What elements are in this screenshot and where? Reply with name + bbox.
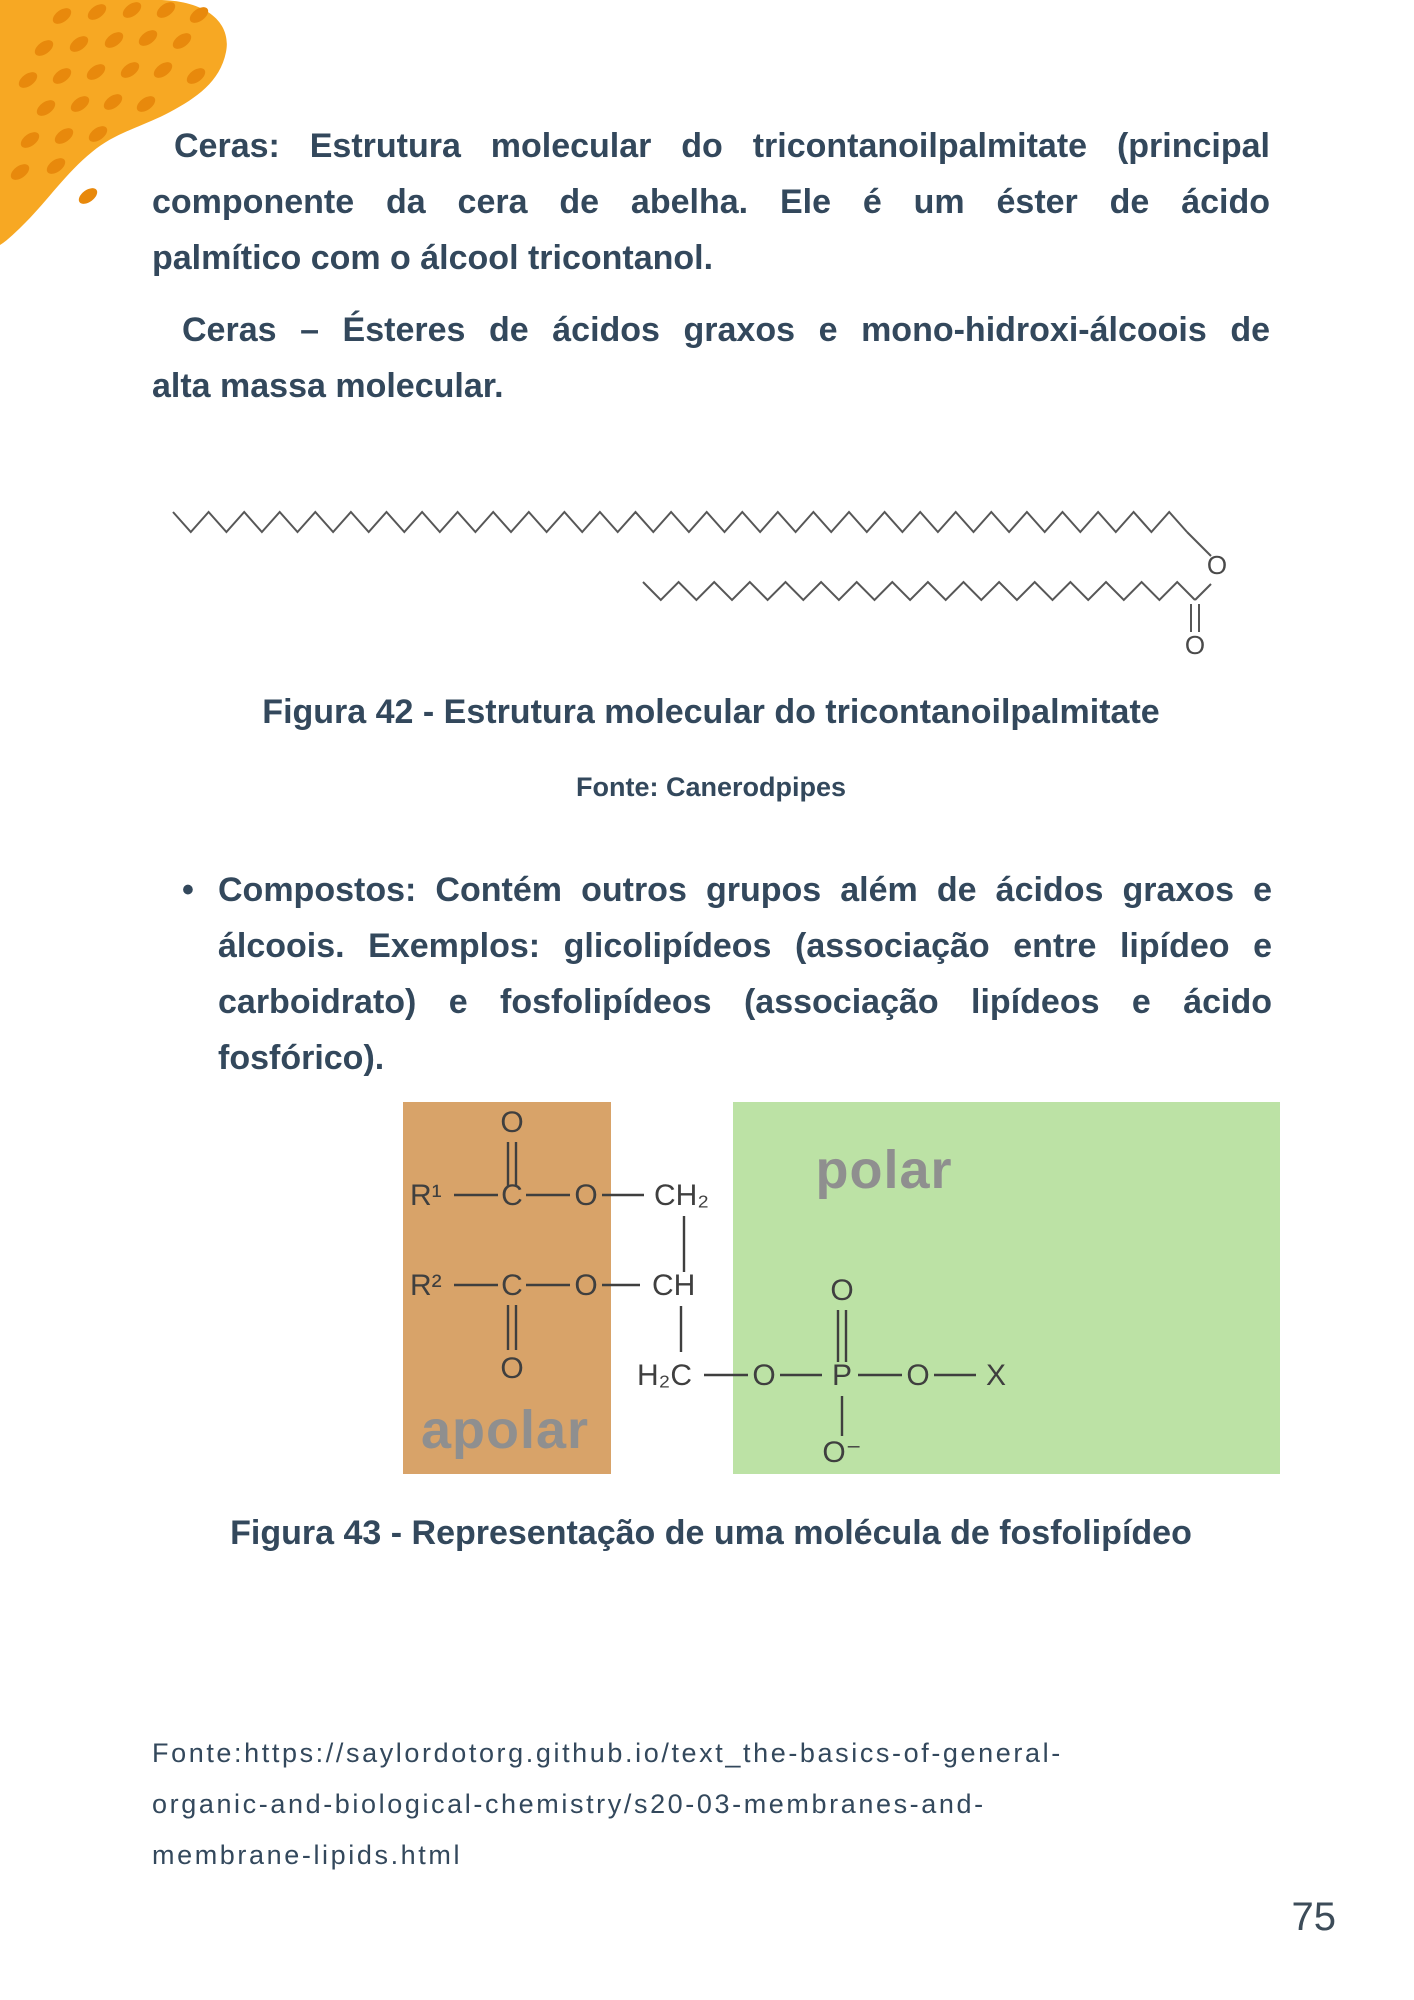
carbon1-label: C (501, 1179, 523, 1212)
paragraph-ceras-esteres (152, 302, 1270, 414)
r1-label: R¹ (410, 1179, 442, 1212)
oxygen2-label: O (574, 1269, 598, 1302)
text-line: Ceras – Ésteres de ácidos graxos e mono-hidroxi-álcoois de (182, 311, 1270, 349)
carbon-chain-bonds (173, 512, 1211, 632)
text-line: palmítico com o álcool tricontanol. (152, 239, 714, 277)
text-line: alta massa molecular. (152, 367, 504, 405)
polar-label: polar (815, 1140, 953, 1200)
oxygen-minus-label: O⁻ (822, 1436, 862, 1469)
footer-line: organic-and-biological-chemistry/s20-03-membranes-and- (152, 1789, 986, 1819)
ester-oxygen-label: O (1206, 550, 1228, 580)
fatty-acid-chain-zigzag (643, 582, 1195, 600)
page-number: 75 (1291, 1895, 1336, 1939)
alcohol-chain-zigzag (173, 512, 1187, 532)
x-group-label: X (985, 1359, 1007, 1392)
footer-source (152, 1728, 1282, 1881)
oxygen1-label: O (574, 1179, 598, 1212)
footer-line: membrane-lipids.html (152, 1840, 463, 1870)
bullet-marker: • (182, 871, 194, 909)
figure-43-caption: Figura 43 - Representação de uma molécula de fosfolipídeo (230, 1514, 1192, 1552)
r2-label: R² (410, 1269, 442, 1302)
text-line: carboidrato) e fosfolipídeos (associação lipídeos e ácido (218, 983, 1272, 1021)
text-line: Ceras: Estrutura molecular do tricontanoilpalmitate (principal (174, 127, 1270, 165)
bullet-item-compostos (182, 862, 1272, 1086)
oxygen4-label: O (906, 1359, 930, 1392)
text-line: álcoois. Exemplos: glicolipídeos (associação entre lipídeo e (218, 927, 1272, 965)
ch2-label: CH₂ (654, 1179, 709, 1212)
text-line: componente da cera de abelha. Ele é um éster de ácido (152, 183, 1270, 221)
carbonyl-oxygen-label: O (1184, 630, 1206, 660)
phosphorus-label: P (831, 1359, 853, 1392)
carbon2-label: C (501, 1269, 523, 1302)
figure-42-structure (165, 500, 1255, 675)
text-line: fosfórico). (218, 1039, 385, 1077)
oxygen-p-up-label: O (830, 1274, 854, 1307)
apolar-label: apolar (420, 1400, 590, 1460)
ch-label: CH (652, 1269, 696, 1302)
figure-42-caption: Figura 42 - Estrutura molecular do tricontanoilpalmitate (262, 693, 1160, 731)
oxygen3-label: O (752, 1359, 776, 1392)
text-line: Compostos: Contém outros grupos além de ácidos graxos e (218, 871, 1272, 909)
h2c-label: H₂C (637, 1359, 692, 1392)
footer-line: Fonte:https://saylordotorg.github.io/text_the-basics-of-general- (152, 1738, 1063, 1768)
oxygen-down-label: O (500, 1352, 524, 1385)
oxygen-up-label: O (500, 1106, 524, 1139)
figure-43-diagram (400, 1100, 1290, 1485)
figure-42-source: Fonte: Canerodpipes (575, 772, 846, 802)
bullet-text (218, 862, 1272, 1086)
paragraph-ceras-definition (152, 118, 1270, 286)
